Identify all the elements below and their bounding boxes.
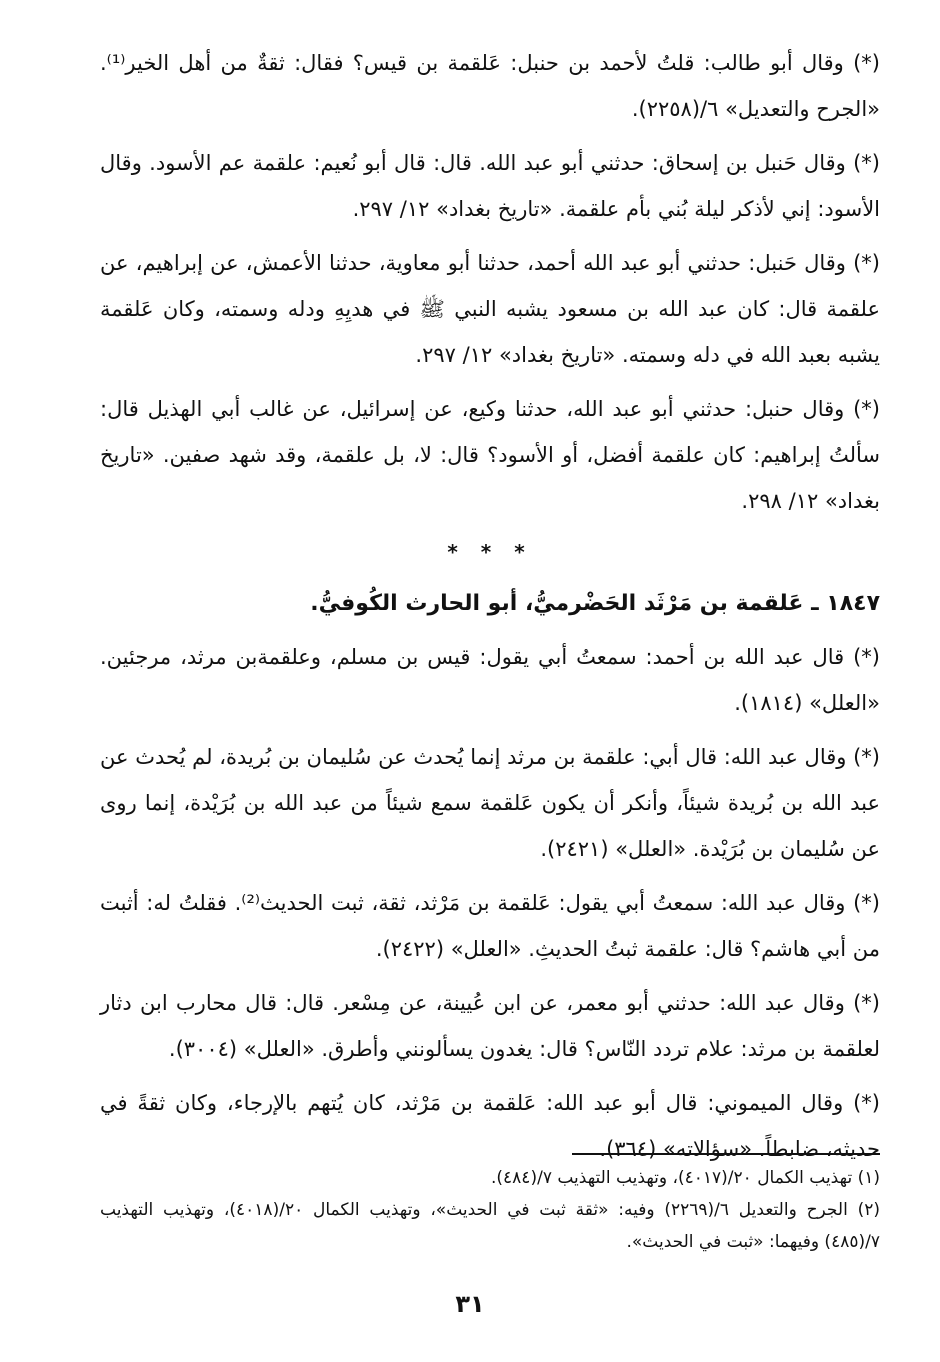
paragraph-entry-2: (*) وقال عبد الله: قال أبي: علقمة بن مرثد إنما يُحدث عن سُليمان بن بُريدة، لم يُحدث عن عبد الله بن بُريدة شيئاً، وأنكر أن يكون عَلقمة سمع شيئاً من عبد الله بن بُرَيْدة، إنما روى عن سُليمان بن بُرَيْدة. «العلل» (٢٤٢١).: [100, 745, 880, 861]
page-number: ٣١: [455, 1290, 485, 1318]
footnotes: [100, 1162, 880, 1258]
paragraph-entry-1: (*) قال عبد الله بن أحمد: سمعتُ أبي يقول: قيس بن مسلم، وعلقمةبن مرثد، مرجئين. «العلل» (١٨١٤).: [100, 645, 880, 715]
paragraph-abu-talib: (*) وقال أبو طالب: قلتُ لأحمد بن حنبل: عَلقمة بن قيس؟ فقال: ثقةٌ من أهل الخير⁽¹⁾. «الجرح والتعديل» ٦/(٢٢٥٨).: [100, 51, 880, 121]
paragraph-entry-3: (*) وقال عبد الله: سمعتُ أبي يقول: عَلقمة بن مَرْثد، ثقة، ثبت الحديث⁽²⁾. فقلتُ له: أثبت من أبي هاشم؟ قال: علقمة ثبتُ الحديثِ. «العلل» (٢٤٢٢).: [100, 891, 880, 961]
paragraph-hanbal-3: (*) وقال حنبل: حدثني أبو عبد الله، حدثنا وكيع، عن إسرائيل، عن غالب أبي الهذيل قال: سألتُ إبراهيم: كان علقمة أفضل، أو الأسود؟ قال: لا، بل علقمة، وقد شهد صفين. «تاريخ بغداد» ١٢/ ٢٩٨.: [100, 397, 880, 513]
page-body: [100, 40, 880, 1180]
paragraph-hanbal-1: (*) وقال حَنبل بن إسحاق: حدثني أبو عبد الله. قال: قال أبو نُعيم: علقمة عم الأسود. وقال الأسود: إني لأذكر ليلة بُني بأم علقمة. «تاريخ بغداد» ١٢/ ٢٩٧.: [100, 151, 880, 221]
footnote-2: (٢) الجرح والتعديل ٦/(٢٢٦٩) وفيه: «ثقة ثبت في الحديث»، وتهذيب الكمال ٢٠/(٤٠١٨)، وتهذيب التهذيب ٧/(٤٨٥) وفيهما: «ثبت في الحديث».: [100, 1200, 880, 1252]
footnote-separator: [572, 1153, 880, 1155]
paragraph-hanbal-2: (*) وقال حَنبل: حدثني أبو عبد الله أحمد، حدثنا أبو معاوية، حدثنا الأعمش، عن إبراهيم، عن علقمة قال: كان عبد الله بن مسعود يشبه النبي ﷺ في هديِهِ ودله وسمته، وكان عَلقمة يشبه بعبد الله في دله وسمته. «تاريخ بغداد» ١٢/ ٢٩٧.: [100, 251, 880, 367]
paragraph-entry-4: (*) وقال عبد الله: حدثني أبو معمر، عن ابن عُيينة، عن مِسْعر. قال: قال محارب ابن دثار لعلقمة بن مرثد: علام تردد النّاس؟ قال: يغدون يسألونني وأطرق. «العلل» (٣٠٠٤).: [100, 991, 880, 1061]
paragraph-entry-5: (*) وقال الميموني: قال أبو عبد الله: عَلقمة بن مَرْثد، كان يُتهم بالإرجاء، وكان ثقةً في حديثه، ضابطاً. «سؤالاته» (٣٦٤).: [100, 1091, 880, 1161]
footnote-1: (١) تهذيب الكمال ٢٠/(٤٠١٧)، وتهذيب التهذيب ٧/(٤٨٤).: [490, 1168, 880, 1188]
section-divider: * * *: [447, 540, 533, 564]
entry-heading: ١٨٤٧ ـ عَلقمة بن مَرْثَد الحَضْرميُّ، أبو الحارث الكُوفيُّ.: [310, 591, 880, 616]
